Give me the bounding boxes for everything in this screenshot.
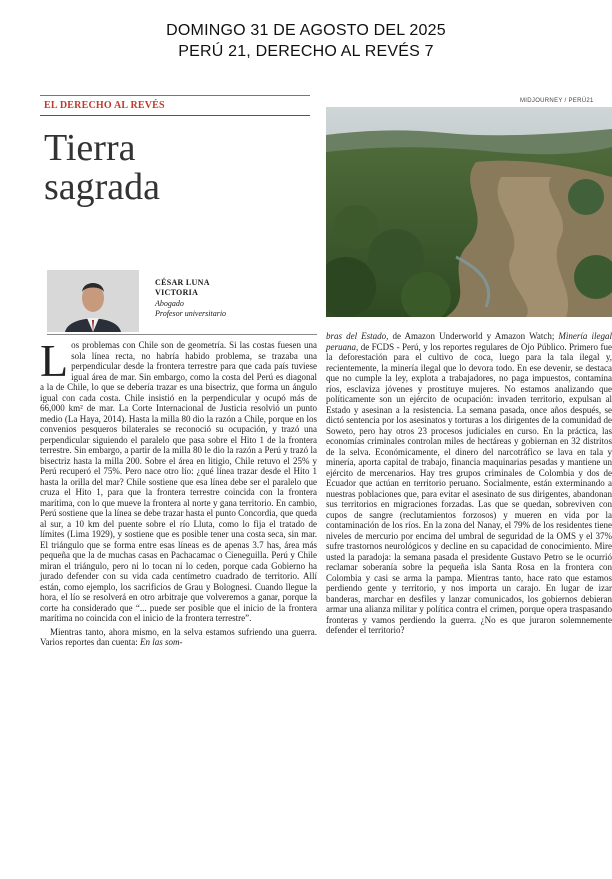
article-page bbox=[40, 95, 612, 879]
body-text: os problemas con Chile son de geometría. Si las costas fuesen una sola línea recta, no habría habido problema, se trazaba una perpendicular desde la frontera terrestre para que cada país tuviese igual área de mar. Sin embargo, como la costa del Perú es diagonal a la de Chile, lo que se debería trazar es una bisectriz, que forma un ángulo igual con cada costa. Chile insistió en la perpendicular y ocupó más de 66,000 km² de mar. La Corte Internacional de Justicia resolvió un punto medio (La Haya, 2014). Hasta la milla 80 dio la razón a Chile, porque en los convenios pesqueros bilaterales se reconoció su ocupación, y trazó una perpendicular siguiendo el paralelo que pasa sobre el Hito 1 de la frontera terrestre. Sin embargo, a partir de la milla 80 le dio la razón a Perú y trazó la bisectriz hasta la milla 200. Sobre el área en litigio, Chile retuvo el 25% y Perú recuperó el 75%. Pero nace otro lío: ¿qué línea trazar desde el Hito 1 hasta la orilla del mar? Chile sostiene que esa línea debe ser el paralelo que cruza el Hito 1, para que la frontera terrestre coincida con la frontera marítima, con lo que mueve la frontera al norte y gana territorio. En cambio, Perú sostiene que la línea se debe trazar hasta el punto Concordia, que queda al sur, a 10 km del puente sobre el río Lluta, como lo fija el tratado de límites (Lima 1929), y sostiene que es posible tener una costa seca, sin mar. El triángulo que se forma entre esas líneas es de apenas 3.7 has, área más pequeña que la de muchas casas en Pachacamac o Cieneguilla. Perú y Chile miran el triángulo, pero ni lo tocan ni lo ceden, porque cada Gobierno ha jurado defender con su vida cada centímetro cuadrado de territorio. Allí están, como ejemplo, los sacrificios de Grau y Bolognesi. Cuando llegue la hora, el lío se resolverá en otro arbitraje que volveremos a ganar, porque la corte ha considerado que “... puede ser posible que el inicio de la frontera marítima no coincida con el inicio de la frontera terrestre”. bbox=[40, 340, 317, 623]
drop-cap: L bbox=[40, 335, 69, 386]
body-paragraph bbox=[40, 335, 317, 624]
author-role-line-2: Profesor universitario bbox=[155, 309, 227, 318]
article-column-2 bbox=[326, 331, 612, 639]
author-name-line-2: VICTORIA bbox=[155, 288, 199, 297]
body-text: Mientras tanto, ahora mismo, en la selva estamos sufriendo una guerra. Varios reportes dan cuenta: bbox=[40, 626, 317, 647]
body-paragraph bbox=[40, 627, 317, 648]
author-role bbox=[155, 299, 226, 319]
body-text: , de Amazon Underworld y Amazon Watch; bbox=[386, 331, 559, 341]
body-italic: Minería ilegal peruana bbox=[326, 331, 612, 352]
author-name bbox=[155, 278, 210, 298]
photo-credit: MIDJOURNEY / PERÚ21 bbox=[520, 98, 594, 104]
section-rule bbox=[40, 115, 310, 116]
section-label: EL DERECHO AL REVÉS bbox=[44, 100, 165, 111]
newspaper-page-label: PERÚ 21, DERECHO AL REVÉS 7 bbox=[178, 43, 434, 60]
newspaper-date: DOMINGO 31 DE AGOSTO DEL 2025 bbox=[166, 22, 446, 39]
deforestation-photo bbox=[326, 107, 612, 317]
title-line-1: Tierra bbox=[44, 127, 136, 169]
author-role-line-1: Abogado bbox=[155, 299, 184, 308]
body-italic: bras del Estado bbox=[326, 331, 387, 341]
top-rule bbox=[40, 95, 310, 96]
body-paragraph bbox=[326, 331, 612, 636]
author-avatar bbox=[47, 270, 139, 332]
article-title bbox=[44, 129, 160, 207]
author-rule bbox=[47, 334, 317, 335]
article-column-1 bbox=[40, 335, 317, 651]
body-italic: En las som- bbox=[139, 637, 183, 647]
author-name-line-1: CÉSAR LUNA bbox=[155, 278, 210, 287]
body-text: , de FCDS - Perú, y los reportes regulares de Ojo Público. Primero fue la deforestación para el cultivo de coca, luego para la tala ilegal y, recientemente, la minería ilegal que lo devora todo. En ese devenir, se destaca que no cumple la ley, explota a trabajadores, no paga impuestos, contamina ríos, esclaviza jóvenes y prostituye mujeres. No estamos analizando que políticamente son un ejército de ocupación: invaden territorio, expulsan al Estado y asesinan a la resistencia. La semana pasada, once años después, se dictó sentencia por los asesinatos y torturas a los dirigentes de la comunidad de Soweto, pero hay otros 23 procesos judiciales en curso. En la práctica, las economías criminales controlan miles de hectáreas y gobiernan en 32 distritos de la selva. Económicamente, el dinero del narcotráfico se lava en tala y minería, aporta capital de trabajo, financia maquinarias pesadas y mantiene un ejército de mercenarios. Hay tres grupos criminales de Colombia y dos de Ecuador que actúan en territorio peruano. Socialmente, están exterminando a nuestras poblaciones que, para evitar el asesinato de sus dirigentes, abandonan sus territorios en migraciones forzadas. Las que se quedan, sobreviven con cupos de sangre (reclutamientos forzosos) y mueren en vida por la contaminación de los ríos. En la zona del Nanay, el 79% de los residentes tiene niveles de mercurio por encima del umbral de seguridad de la OMS y el 37% sufre trastornos neurológicos y decline en su capacidad de conocimiento. Mire usted la paradoja: la semana pasada el presidente Gustavo Petro se le ocurrió reclamar soberanía sobre la pequeña isla Santa Rosa en la frontera con Colombia y casi se arma la pampa. Mientras tanto, hace rato que estamos perdiendo gente y territorio, y nos importa un carajo. En lugar de izar banderas, marchar en desfiles y lanzar comunicados, los gobiernos debieran armar una alianza militar y política contra el crimen, porque opera traspasando fronteras y vamos perdiendo la guerra. ¿No es que juraron solemnemente defender el territorio? bbox=[326, 341, 612, 635]
title-line-2: sagrada bbox=[44, 166, 161, 208]
